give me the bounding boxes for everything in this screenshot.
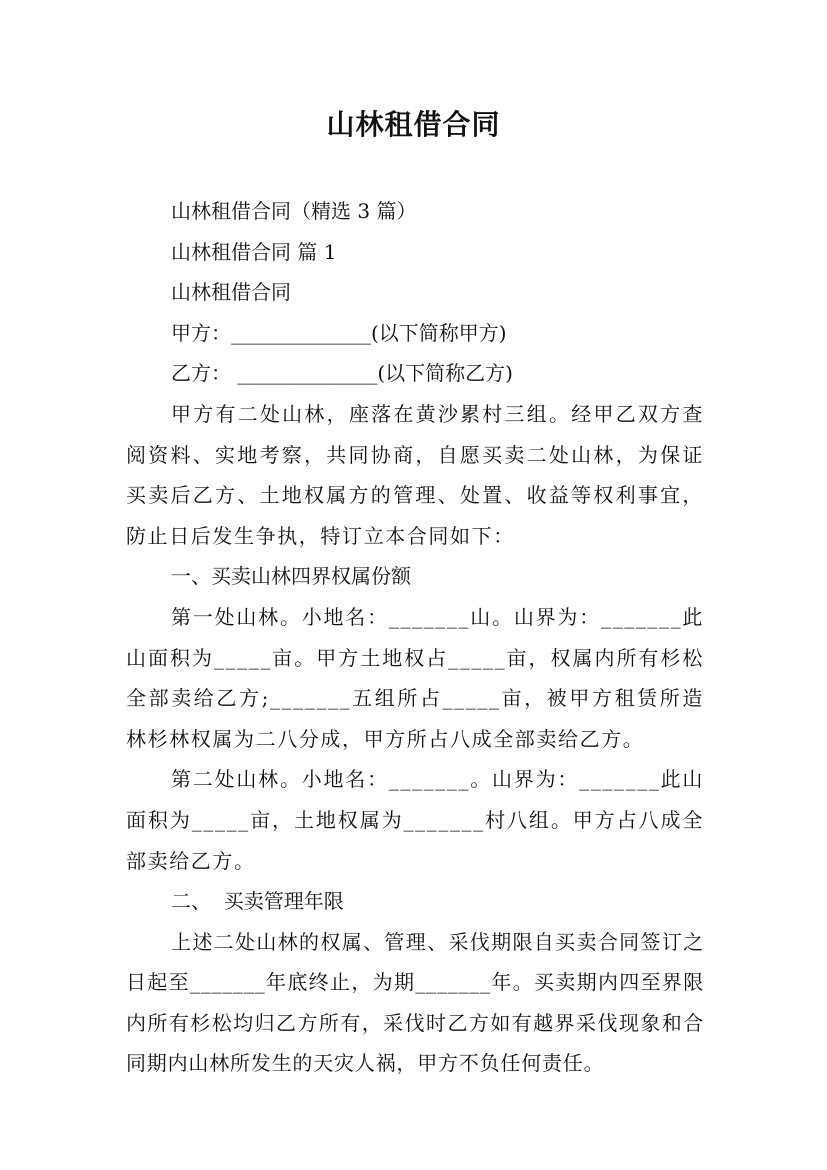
section-1-paragraph-1: 第一处山林。小地名：_______山。山界为：_______此山面积为_____亩。甲方土地权占_____亩，权属内所有杉松全部卖给乙方;_______五组所占_____亩，被甲方租赁所造林杉林权属为二八分成，甲方所占八成全部卖给乙方。: [126, 604, 704, 751]
document-body: [126, 191, 704, 1084]
document-title: 山林租借合同: [326, 108, 501, 141]
party-a-line: 甲方：______________(以下简称甲方): [171, 320, 507, 345]
section-1-paragraph-2: 第二处山林。小地名：_______。山界为：_______此山面积为_____亩，土地权属为_______村八组。甲方占八成全部卖给乙方。: [126, 767, 704, 873]
intro-paragraph: 甲方有二处山林，座落在黄沙累村三组。经甲乙双方查阅资料、实地考察，共同协商，自愿买卖二处山林，为保证买卖后乙方、土地权属方的管理、处置、收益等权利事宜，防止日后发生争执，特订立本合同如下：: [126, 401, 704, 548]
party-b-line: 乙方： ______________(以下简称乙方): [171, 361, 513, 386]
part-heading: 山林租借合同 篇 1: [171, 239, 337, 264]
section-1-heading: 一、买卖山林四界权属份额: [171, 564, 411, 589]
section-2-paragraph-1: 上述二处山林的权属、管理、采伐期限自买卖合同签订之日起至_______年底终止，为期_______年。买卖期内四至界限内所有杉松均归乙方所有，采伐时乙方如有越界采伐现象和合同期内山林所发生的天灾人祸，甲方不负任何责任。: [126, 929, 704, 1076]
section-2-heading: 二、 买卖管理年限: [171, 889, 344, 914]
contract-name: 山林租借合同: [171, 280, 291, 305]
collection-title: 山林租借合同（精选 3 篇）: [171, 199, 417, 223]
